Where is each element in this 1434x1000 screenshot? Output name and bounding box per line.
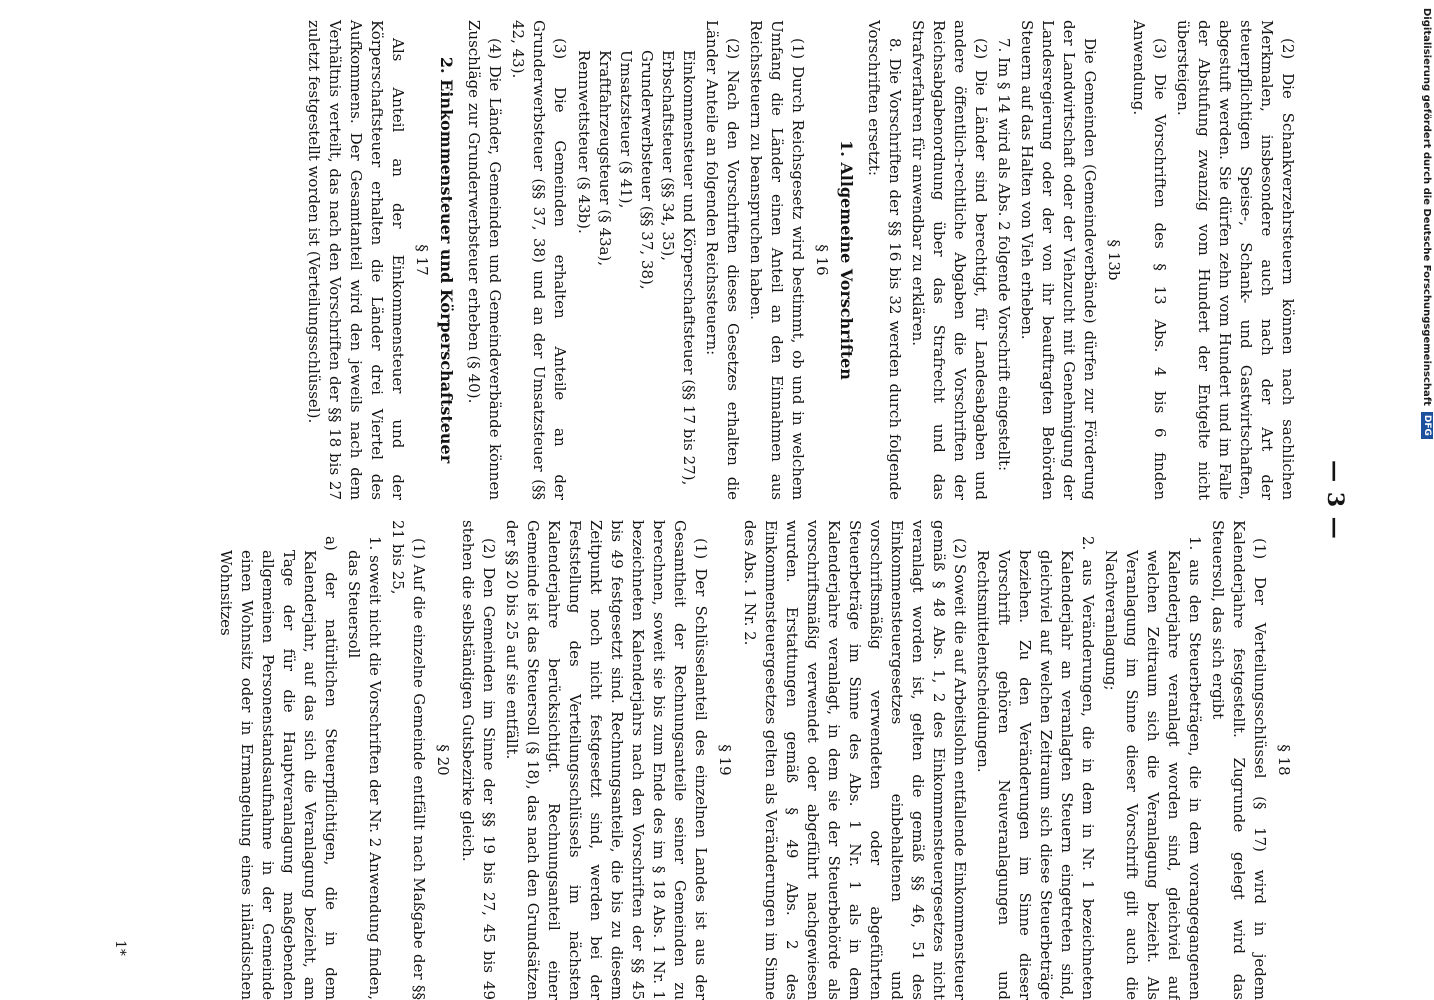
section-heading: § 13b <box>1105 239 1123 281</box>
tax-list-item: Einkommensteuer und Körperschaftsteuer (§§ 17 bis 27), <box>680 50 698 486</box>
paragraph: (4) Die Länder, Gemeinden und Gemeindeverbände können Zuschläge zur Grunderwerbsteuer erheben (§ 40). <box>465 20 504 500</box>
paragraph: (1) Der Schlüsselanteil des einzelnen Landes ist aus der Gesamtheit der Rechnungsanteile seiner Gemeinden zu berechnen, soweit sie bis zum Ende des im § 18 Abs. 1 Nr. 1 bezeichneten Kalenderjahrs nach den Vorschriften der §§ 45 bis 49 festgesetzt sind. Rechnungsanteile, die bis zu diesem Zeitpunkt noch nicht festgesetzt sind, werden bei der Feststellung des Verteilungsschlüssels im nächsten Kalenderjahre berücksichtigt. Rechnungsanteil einer Gemeinde ist das Steuersoll (§ 18), das nach den Grundsätzen der §§ 20 bis 25 auf sie entfällt. <box>503 520 710 1000</box>
section-heading: § 20 <box>434 744 452 776</box>
paragraph: (2) Die Länder sind berechtigt, für Landesabgaben und andere öffentlich-rechtliche Abgaben die Vorschriften der Reichsabgabenordnung über das Strafrecht und das Strafverfahren für anwendbar zu erklären. <box>909 20 990 500</box>
tax-list-item: Erbschaftsteuer (§§ 34, 35), <box>659 50 677 262</box>
list-item: 2. aus Veränderungen, die in dem in Nr. 1 bezeichneten Kalenderjahr an veranlagten Steuern eingetreten sind, gleichviel auf welchen Zeitraum sich diese Steuerbeträge beziehen. Zu den Veränderungen im Sinne dieser Vorschrift gehören Neuveranlagungen und Rechtsmittelentscheidungen. <box>974 536 1097 1000</box>
paragraph: (1) Der Verteilungsschlüssel (§ 17) wird in jedem Kalenderjahre festgestellt. Zugrunde gelegt wird das Steuersoll, das sich ergibt <box>1209 520 1269 1000</box>
tax-list-item: Umsatzsteuer (§ 41), <box>617 50 635 209</box>
tax-list <box>573 50 699 500</box>
paragraph: 8. Die Vorschriften der §§ 16 bis 32 werden durch folgende Vorschriften ersetzt: <box>865 20 904 500</box>
part-heading: 2. Einkommensteuer und Körperschaftsteuer <box>437 56 456 464</box>
paragraph: (2) Den Gemeinden im Sinne der §§ 19 bis 27, 45 bis 49 stehen die selbständigen Gutsbezirke gleich. <box>459 520 498 1000</box>
tax-list-item: Rennwettsteuer (§ 43b). <box>575 50 593 234</box>
page-number: — 3 — <box>1322 460 1348 540</box>
left-column <box>301 20 1298 500</box>
paragraph: Als Anteil an der Einkommensteuer und der Körperschaftsteuer erhalten die Länder drei Viertel des Aufkommens. Der Gesamtanteil wird den jeweils nach dem Verhältnis verteilt, das nach den Vorschriften der §§ 18 bis 27 zuletzt festgestellt worden ist (Verteilungsschlüssel). <box>305 20 407 500</box>
dfg-logo: DFG <box>1421 412 1433 439</box>
paragraph: (3) Die Vorschriften des § 13 Abs. 4 bis 6 finden Anwendung. <box>1130 20 1169 500</box>
tax-list-item: Grunderwerbsteuer (§§ 37, 38), <box>638 50 656 290</box>
signature-mark: 1* <box>112 940 128 956</box>
part-heading: 1. Allgemeine Vorschriften <box>837 140 856 380</box>
tax-list-item: Kraftfahrzeugsteuer (§ 43a), <box>596 50 614 267</box>
section-heading: § 17 <box>413 244 431 276</box>
section-heading: § 19 <box>716 744 734 776</box>
paragraph: (1) Durch Reichsgesetz wird bestimmt, ob und in welchem Umfang die Länder einen Anteil an den Einnahmen aus Reichssteuern zu beanspruchen haben. <box>747 20 807 500</box>
paragraph: (2) Die Schankverzehrsteuern können nach sachlichen Merkmalen, insbesondere auch nach der Art der steuerpflichtigen Speise-, Schank- und Gastwirtschaften, abgestuft werden. Sie dürfen zehn vom Hundert und im Falle der Abstufung zwanzig vom Hundert der Entgelte nicht übersteigen. <box>1174 20 1297 500</box>
paragraph: (2) Soweit die auf Arbeitslohn entfallende Einkommensteuer gemäß § 48 Abs. 1, 2 des Einkommensteuergesetzes nicht veranlagt worden ist, gelten die gemäß §§ 46, 51 des Einkommensteuergesetzes einbehaltenen und vorschriftsmäßig verwendeten oder abgeführten Steuerbeträge im Sinne des Abs. 1 Nr. 1 als in dem Kalenderjahre veranlagt, in dem sie der Steuerbehörde als vorschriftsmäßig verwendet oder abgeführt nachgewiesen wurden. Erstattungen gemäß § 49 Abs. 2 des Einkommensteuergesetzes gelten als Veränderungen im Sinne des Abs. 1 Nr. 2. <box>741 520 969 1000</box>
list-item: 1. soweit nicht die Vorschriften der Nr. 2 Anwendung finden, das Steuersoll <box>345 536 384 1000</box>
paragraph: 7. Im § 14 wird als Abs. 2 folgende Vorschrift eingestellt: <box>995 38 1013 472</box>
digitization-credit-text: Digitalisierung gefördert durch die Deutsche Forschungsgemeinschaft <box>1421 8 1433 406</box>
section-heading: § 18 <box>1275 744 1293 776</box>
paragraph: (3) Die Gemeinden erhalten Anteile an der Grunderwerbsteuer (§§ 37, 38) und an der Umsatzsteuer (§§ 42, 43). <box>509 20 569 500</box>
digitization-credit <box>1420 0 1434 1000</box>
paragraph: Die Gemeinden (Gemeindeverbände) dürfen zur Förderung der Landwirtschaft oder der Viehzucht mit Genehmigung der Landesregierung oder der von ihr beauftragten Behörden Steuern auf das Halten von Vieh erheben. <box>1018 20 1099 500</box>
list-item: a) der natürlichen Steuerpflichtigen, die in dem Kalenderjahr, auf das sich die Veranlagung bezieht, am Tage der für die Hauptveranlagung maßgebenden allgemeinen Personenstandsaufnahme in der Gemeinde einen Wohnsitz oder in Ermangelung eines inländischen Wohnsitzes <box>217 536 340 1000</box>
section-heading: § 16 <box>813 244 831 276</box>
paragraph: (1) Auf die einzelne Gemeinde entfällt nach Maßgabe der §§ 21 bis 25, <box>389 520 428 1000</box>
list-item: 1. aus den Steuerbeträgen, die in dem vorangegangenen Kalenderjahre veranlagt worden sind, gleichviel auf welchen Zeitraum sich die Veranlagung bezieht. Als Veranlagung im Sinne dieser Vorschrift gilt auch die Nachveranlagung; <box>1102 536 1204 1000</box>
rotated-page <box>68 0 1368 1000</box>
right-column <box>213 520 1298 1000</box>
paragraph: (2) Nach den Vorschriften dieses Gesetzes erhalten die Länder Anteile an folgenden Reichssteuern: <box>703 20 742 500</box>
